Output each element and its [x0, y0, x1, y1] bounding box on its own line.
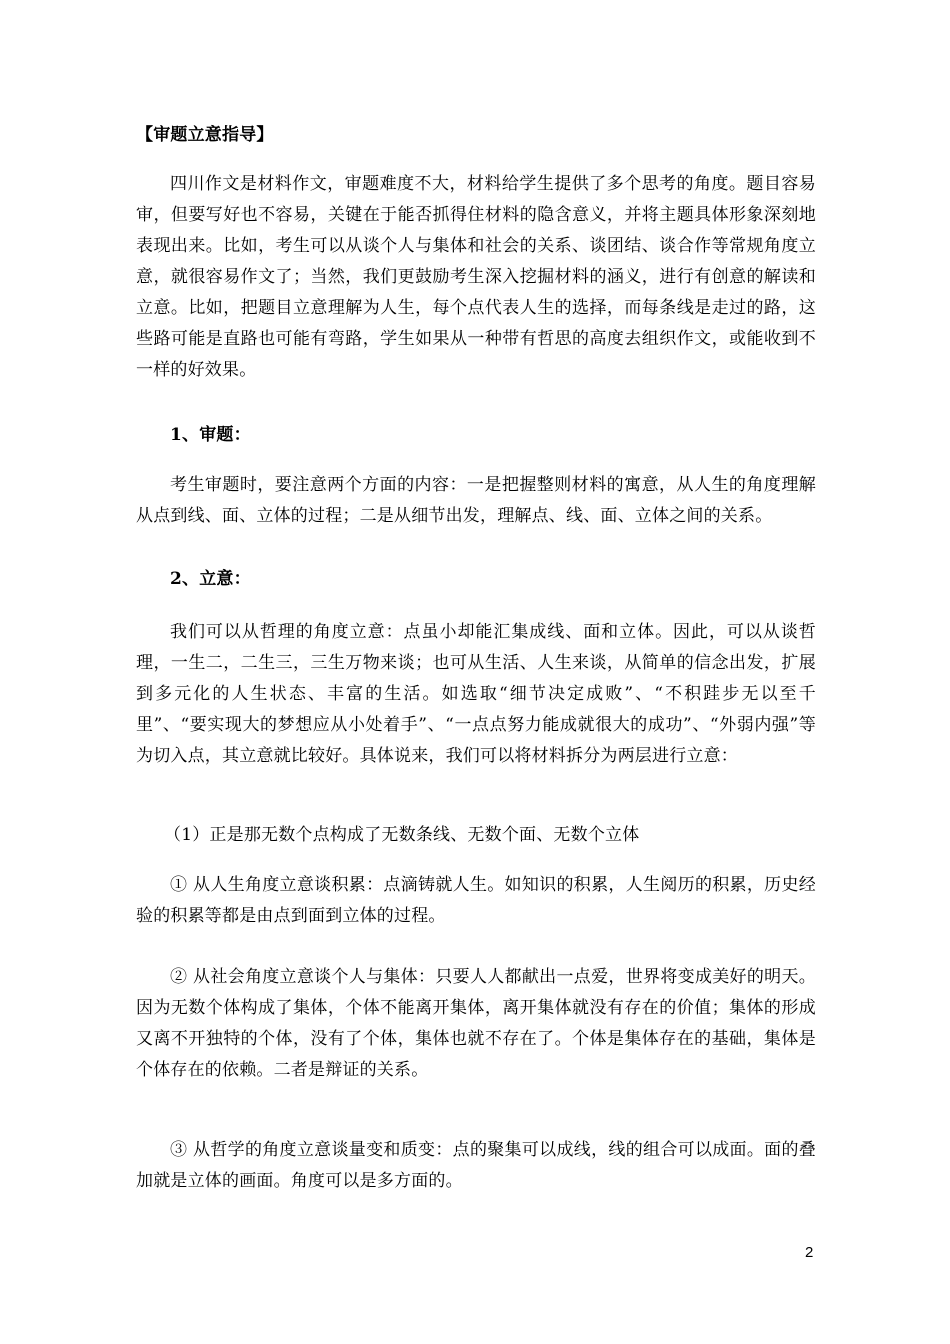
subpoint-heading: （1）正是那无数个点构成了无数条线、无数个面、无数个立体 — [164, 825, 640, 845]
section1-paragraph: 考生审题时，要注意两个方面的内容：一是把握整则材料的寓意，从人生的角度理解从点到线、面、立体的过程；二是从细节出发，理解点、线、面、立体之间的关系。 — [136, 475, 816, 526]
section-title: 【审题立意指导】 — [136, 125, 274, 145]
page-number: 2 — [805, 1244, 814, 1261]
section1-heading: 1、审题： — [170, 425, 251, 445]
point2-paragraph: ② 从社会角度立意谈个人与集体：只要人人都献出一点爱，世界将变成美好的明天。因为无数个体构成了集体，个体不能离开集体，离开集体就没有存在的价值；集体的形成又离不开独特的个体，没有了个体，集体也就不存在了。个体是集体存在的基础，集体是个体存在的依赖。二者是辩证的关系。 — [136, 967, 816, 1080]
point1-paragraph: ① 从人生角度立意谈积累：点滴铸就人生。如知识的积累，人生阅历的积累，历史经验的积累等都是由点到面到立体的过程。 — [136, 875, 816, 926]
section2-heading: 2、立意： — [170, 569, 251, 589]
point3-paragraph: ③ 从哲学的角度立意谈量变和质变：点的聚集可以成线，线的组合可以成面。面的叠加就是立体的画面。角度可以是多方面的。 — [136, 1140, 816, 1191]
intro-paragraph: 四川作文是材料作文，审题难度不大，材料给学生提供了多个思考的角度。题目容易审，但要写好也不容易，关键在于能否抓得住材料的隐含意义，并将主题具体形象深刻地表现出来。比如，考生可以从谈个人与集体和社会的关系、谈团结、谈合作等常规角度立意，就很容易作文了；当然，我们更鼓励考生深入挖掘材料的涵义，进行有创意的解读和立意。比如，把题目立意理解为人生，每个点代表人生的选择，而每条线是走过的路，这些路可能是直路也可能有弯路，学生如果从一种带有哲思的高度去组织作文，或能收到不一样的好效果。 — [136, 174, 816, 380]
section2-paragraph: 我们可以从哲理的角度立意：点虽小却能汇集成线、面和立体。因此，可以从谈哲理，一生二，二生三，三生万物来谈；也可从生活、人生来谈，从简单的信念出发，扩展到多元化的人生状态、丰富的生活。如选取“细节决定成败”、“不积跬步无以至千里”、“要实现大的梦想应从小处着手”、“一点点努力能成就很大的成功”、“外弱内强”等为切入点，其立意就比较好。具体说来，我们可以将材料拆分为两层进行立意： — [136, 622, 816, 766]
